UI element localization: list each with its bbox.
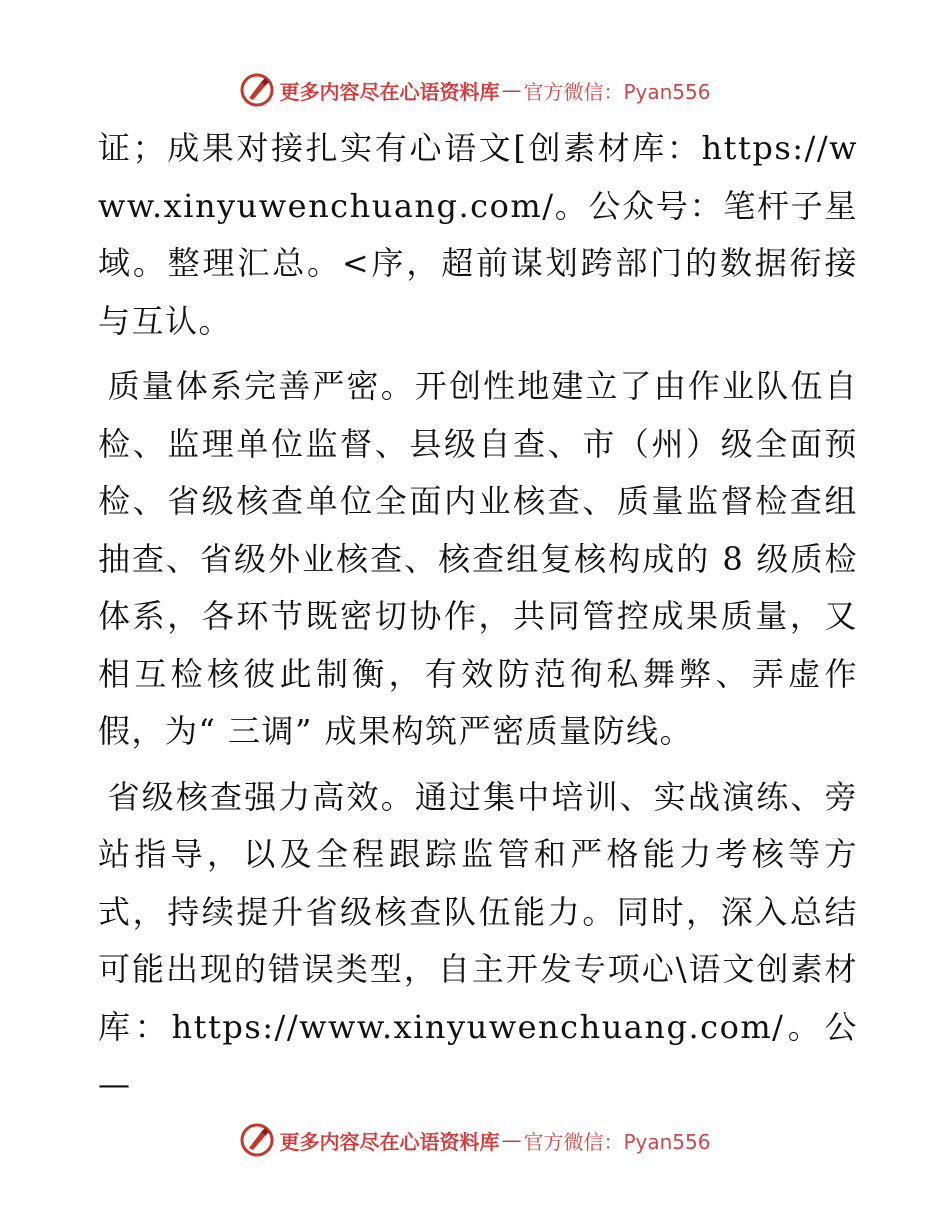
banner-slogan: 更多内容尽在心语资料库 [279, 1129, 500, 1154]
paragraph-1: 证；成果对接扎实有心语文[创素材库：https://www.xinyuwenchuang.com/。公众号：笔杆子星域。整理汇总。<序，超前谋划跨部门的数据衔接与互认。 [98, 129, 858, 340]
banner-wechat: 官方微信：Pyan556 [523, 79, 711, 104]
banner-separator: — [501, 78, 522, 102]
brand-logo-icon [239, 1122, 275, 1158]
paragraph-3: 省级核查强力高效。通过集中培训、实战演练、旁站指导，以及全程跟踪监管和严格能力考核等方式，持续提升省级核查队伍能力。同时，深入总结可能出现的错误类型，自主开发专项心\语文创素材库：https://www.xinyuwenchuang.com/。公— [98, 777, 858, 1103]
banner-slogan: 更多内容尽在心语资料库 [279, 79, 500, 104]
header-banner [0, 70, 950, 110]
banner-separator: — [501, 1128, 522, 1152]
document-body [98, 120, 858, 1114]
paragraph-2: 质量体系完善严密。开创性地建立了由作业队伍自检、监理单位监督、县级自查、市（州）级全面预检、省级核查单位全面内业核查、质量监督检查组抽查、省级外业核查、核查组复核构成的 8 级质检体系，各环节既密切协作，共同管控成果质量，又相互检核彼此制衡，有效防范徇私舞弊、弄虚作假，为“ 三调” 成果构筑严密质量防线。 [98, 367, 858, 750]
banner-wechat: 官方微信：Pyan556 [523, 1129, 711, 1154]
footer-banner [0, 1120, 950, 1160]
brand-logo-icon [239, 72, 275, 108]
